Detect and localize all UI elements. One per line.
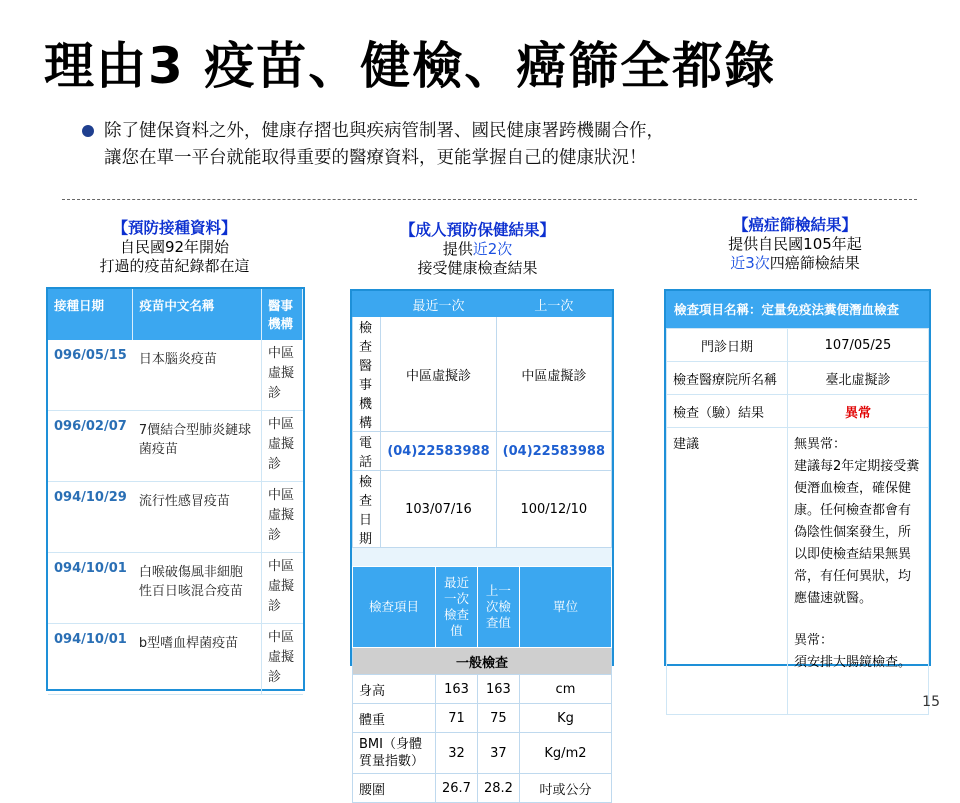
advice-abnormal-text: 須安排大腸鏡檢查。 bbox=[794, 655, 912, 670]
row-label: 門診日期 bbox=[667, 329, 788, 362]
vaccine-unit: 中區虛擬診 bbox=[262, 482, 303, 553]
table-row bbox=[48, 482, 303, 553]
vaccine-date: 094/10/01 bbox=[48, 553, 133, 624]
caption-vaccine bbox=[72, 219, 277, 276]
adult-checkup-panel bbox=[350, 289, 614, 798]
bullet-text bbox=[104, 118, 664, 172]
header-previous-value: 上一次檢查值 bbox=[477, 567, 519, 648]
advice-normal-title: 無異常： bbox=[794, 437, 847, 452]
previous-value: (04)22583988 bbox=[496, 432, 611, 471]
row-label: 檢查醫事機構 bbox=[353, 317, 381, 432]
caption-cancer-line2-b: 四癌篩檢結果 bbox=[769, 254, 860, 272]
header-date: 接種日期 bbox=[48, 289, 133, 340]
section-title: 一般檢查 bbox=[353, 648, 612, 675]
caption-cancer bbox=[690, 216, 900, 273]
unit: 吋或公分 bbox=[519, 774, 611, 803]
unit: cm bbox=[519, 675, 611, 704]
table-row bbox=[353, 733, 612, 774]
cancer-screening-panel bbox=[664, 289, 931, 670]
table-row bbox=[353, 432, 612, 471]
recent-value: (04)22583988 bbox=[381, 432, 496, 471]
item-name: 身高 bbox=[353, 675, 436, 704]
screening-table bbox=[666, 328, 929, 715]
unit: Kg/m2 bbox=[519, 733, 611, 774]
vaccine-date: 096/02/07 bbox=[48, 411, 133, 482]
caption-adult-line1-b: 近2次 bbox=[472, 240, 513, 258]
previous-value: 37 bbox=[477, 733, 519, 774]
caption-cancer-line2-a: 近3次 bbox=[730, 254, 770, 272]
vaccine-unit: 中區虛擬診 bbox=[262, 340, 303, 411]
caption-vaccine-heading: 【預防接種資料】 bbox=[112, 219, 237, 237]
caption-vaccine-line1: 自民國92年開始 bbox=[119, 238, 230, 256]
vaccine-unit: 中區虛擬診 bbox=[262, 553, 303, 624]
vaccine-name: 白喉破傷風非細胞性百日咳混合疫苗 bbox=[133, 553, 262, 624]
table-row bbox=[667, 362, 929, 395]
previous-value: 75 bbox=[477, 704, 519, 733]
table-row bbox=[48, 553, 303, 624]
table-row bbox=[353, 471, 612, 548]
table-row bbox=[48, 340, 303, 411]
unit: Kg bbox=[519, 704, 611, 733]
recent-value: 26.7 bbox=[436, 774, 478, 803]
caption-cancer-line1: 提供自民國105年起 bbox=[728, 235, 862, 253]
vaccine-name: 7價結合型肺炎鏈球菌疫苗 bbox=[133, 411, 262, 482]
header-unit: 單位 bbox=[519, 567, 611, 648]
header-recent-value: 最近一次檢查值 bbox=[436, 567, 478, 648]
item-name: 體重 bbox=[353, 704, 436, 733]
vaccine-unit: 中區虛擬診 bbox=[262, 624, 303, 695]
bullet-line-1: 除了健保資料之外，健康存摺也與疾病管制署、國民健康署跨機關合作， bbox=[104, 121, 664, 141]
bullet-dot bbox=[82, 125, 94, 137]
page-number: 15 bbox=[922, 694, 940, 710]
caption-adult-line1 bbox=[370, 240, 585, 259]
table-gap bbox=[352, 548, 612, 566]
screening-header: 檢查項目名稱：定量免疫法糞便潛血檢查 bbox=[666, 291, 929, 328]
advice-row bbox=[667, 428, 929, 715]
checkup-summary-header bbox=[353, 292, 612, 317]
section-row bbox=[353, 648, 612, 675]
vaccine-name: 日本腦炎疫苗 bbox=[133, 340, 262, 411]
table-row bbox=[353, 774, 612, 803]
caption-cancer-heading: 【癌症篩檢結果】 bbox=[732, 216, 857, 234]
header-recent: 最近一次 bbox=[381, 292, 496, 317]
row-value: 107/05/25 bbox=[788, 329, 929, 362]
table-row bbox=[353, 317, 612, 432]
header-institution: 醫事機構 bbox=[262, 289, 303, 340]
row-label: 電話 bbox=[353, 432, 381, 471]
vaccine-date: 094/10/29 bbox=[48, 482, 133, 553]
recent-value: 32 bbox=[436, 733, 478, 774]
vaccine-date: 096/05/15 bbox=[48, 340, 133, 411]
table-row bbox=[48, 411, 303, 482]
header-vaccine-name: 疫苗中文名稱 bbox=[133, 289, 262, 340]
checkup-results-header bbox=[353, 567, 612, 648]
table-row bbox=[48, 624, 303, 695]
row-label: 檢查醫療院所名稱 bbox=[667, 362, 788, 395]
advice-content bbox=[788, 428, 929, 715]
caption-vaccine-line2: 打過的疫苗紀錄都在這 bbox=[99, 257, 250, 275]
table-row bbox=[667, 395, 929, 428]
vaccine-date: 094/10/01 bbox=[48, 624, 133, 695]
row-label: 檢查（驗）結果 bbox=[667, 395, 788, 428]
checkup-results-table bbox=[352, 566, 612, 803]
checkup-summary-table bbox=[352, 291, 612, 548]
row-label: 檢查日期 bbox=[353, 471, 381, 548]
vaccine-unit: 中區虛擬診 bbox=[262, 411, 303, 482]
caption-adult-line2: 接受健康檢查結果 bbox=[417, 259, 538, 277]
previous-value: 中區虛擬診 bbox=[496, 317, 611, 432]
recent-value: 中區虛擬診 bbox=[381, 317, 496, 432]
previous-value: 100/12/10 bbox=[496, 471, 611, 548]
bullet-line-2: 讓您在單一平台就能取得重要的醫療資料，更能掌握自己的健康狀況！ bbox=[104, 148, 647, 168]
caption-adult-heading: 【成人預防保健結果】 bbox=[399, 221, 555, 239]
result-status: 異常 bbox=[788, 395, 929, 428]
dashed-divider bbox=[62, 199, 917, 200]
header-blank bbox=[353, 292, 381, 317]
advice-normal-text: 建議每2年定期接受糞便潛血檢查，確保健康。任何檢查都會有偽陰性個案發生，所以即使檢查結果無異常，有任何異狀，均應儘速就醫。 bbox=[794, 459, 920, 606]
header-item: 檢查項目 bbox=[353, 567, 436, 648]
vaccine-record-panel bbox=[46, 287, 305, 691]
caption-adult-line1-a: 提供 bbox=[442, 240, 473, 258]
vaccine-table-header bbox=[48, 289, 303, 340]
vaccine-name: b型嗜血桿菌疫苗 bbox=[133, 624, 262, 695]
table-row bbox=[353, 704, 612, 733]
table-row bbox=[353, 675, 612, 704]
table-row bbox=[667, 329, 929, 362]
recent-value: 103/07/16 bbox=[381, 471, 496, 548]
vaccine-name: 流行性感冒疫苗 bbox=[133, 482, 262, 553]
previous-value: 163 bbox=[477, 675, 519, 704]
item-name: 腰圍 bbox=[353, 774, 436, 803]
caption-adult bbox=[370, 221, 585, 278]
header-previous: 上一次 bbox=[496, 292, 611, 317]
recent-value: 71 bbox=[436, 704, 478, 733]
recent-value: 163 bbox=[436, 675, 478, 704]
advice-label: 建議 bbox=[667, 428, 788, 715]
vaccine-table bbox=[48, 289, 303, 695]
slide-title: 理由3 疫苗、健檢、癌篩全都錄 bbox=[44, 37, 777, 95]
item-name: BMI（身體質量指數） bbox=[353, 733, 436, 774]
advice-abnormal-title: 異常： bbox=[794, 633, 834, 648]
row-value: 臺北虛擬診 bbox=[788, 362, 929, 395]
caption-cancer-line2 bbox=[690, 254, 900, 273]
previous-value: 28.2 bbox=[477, 774, 519, 803]
